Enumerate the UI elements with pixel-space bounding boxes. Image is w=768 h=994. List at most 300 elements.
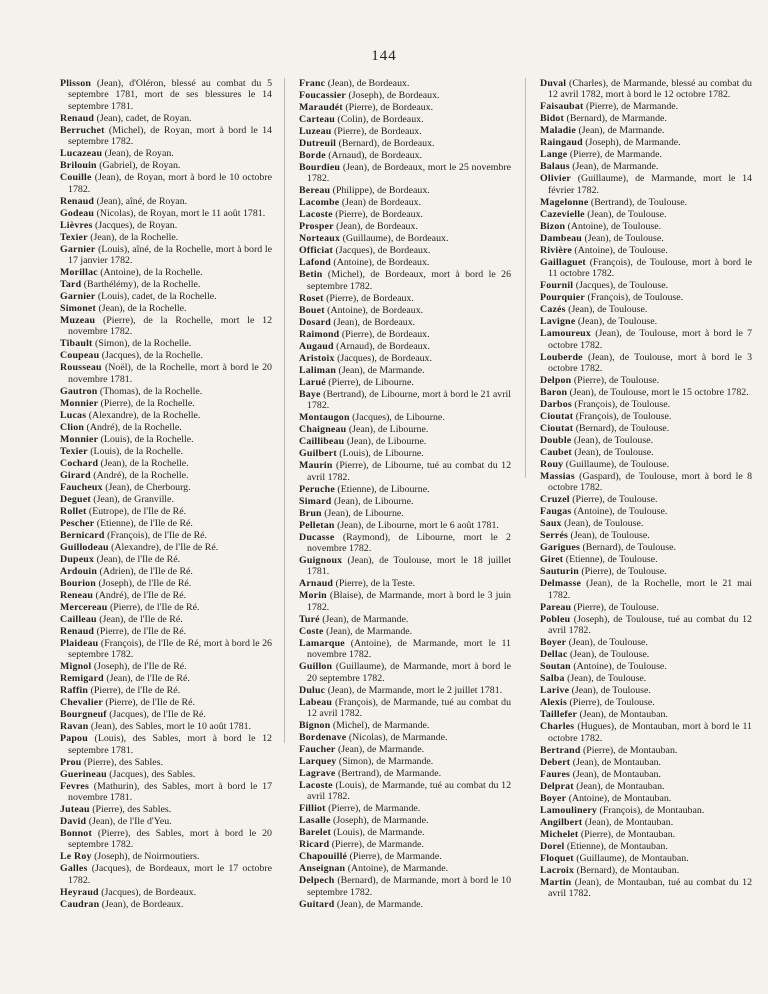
sailor-surname: Bizon (540, 220, 566, 232)
sailor-surname: Lavigne (540, 316, 576, 328)
roster-entry (299, 839, 511, 850)
sailor-details: (François), de Toulouse, mort à bord le 11 octobre 1782. (548, 256, 752, 280)
roster-entry (540, 518, 752, 529)
sailor-surname: Louberde (540, 351, 583, 363)
sailor-surname: Saux (540, 518, 562, 530)
sailor-surname: Serrés (540, 530, 569, 542)
sailor-surname: Lafond (299, 257, 331, 269)
roster-entry (299, 305, 511, 316)
sailor-details: (François), de Toulouse. (574, 399, 671, 411)
sailor-details: (Guillaume), de Marmande, mort à bord le 20 septembre 1782. (307, 661, 512, 684)
roster-entry (299, 863, 511, 874)
sailor-surname: Cruzel (540, 494, 570, 506)
sailor-details: (Nicolas), de Marmande. (348, 732, 448, 744)
roster-entry (540, 221, 752, 232)
roster-entry (540, 209, 752, 220)
sailor-details: (Bertrand), de Libourne, mort à bord le 21 avril 1782. (307, 388, 512, 412)
sailor-details: (Jean), de Toulouse, mort à bord le 7 octobre 1782. (548, 328, 753, 351)
sailor-details: (Jean), de Bordeaux. (336, 221, 418, 233)
sailor-details: (Antoine), de Toulouse. (567, 220, 662, 232)
sailor-surname: Guillon (299, 661, 333, 673)
roster-entry (299, 875, 511, 898)
sailor-surname: Dosard (299, 316, 331, 328)
sailor-surname: Borde (299, 150, 326, 161)
sailor-details: (Joseph), de Bordeaux. (348, 90, 440, 101)
sailor-details: (Jacques), de Bordeaux. (335, 245, 431, 257)
roster-entry (60, 887, 272, 898)
roster-entry (540, 841, 752, 852)
roster-entry (299, 78, 511, 89)
roster-entry (299, 102, 511, 113)
sailor-details: (André), de l'Ile de Ré. (95, 589, 187, 601)
roster-entry (299, 851, 511, 862)
sailor-surname: Lucas (60, 409, 87, 421)
sailor-details: (Pierre), de Libourne. (328, 376, 414, 388)
sailor-surname: Bourgneuf (60, 709, 107, 721)
sailor-surname: Clion (60, 421, 85, 433)
sailor-details: (Jean), de Libourne, mort le 6 août 1781. (337, 519, 499, 531)
sailor-details: (Pierre), de la Rochelle, mort le 12 novembre 1782. (68, 315, 273, 338)
sailor-details: (Jean), des Sables, mort le 10 août 1781. (90, 721, 252, 733)
column-divider (525, 78, 526, 478)
sailor-details: (Louis), aîné, de la Rochelle, mort à bord le 17 janvier 1782. (68, 243, 273, 267)
roster-entry (60, 410, 272, 421)
sailor-details: (Arnaud), de Bordeaux. (328, 150, 423, 161)
roster-entry (299, 744, 511, 755)
roster-entry (299, 532, 511, 555)
roster-entry (60, 709, 272, 720)
roster-entry (60, 673, 272, 684)
sailor-details: (Jean), de Toulouse. (570, 530, 650, 542)
sailor-surname: Lagrave (299, 768, 336, 780)
sailor-details: (Bertrand), de Marmande. (337, 768, 442, 780)
sailor-surname: Delpech (299, 875, 335, 887)
sailor-surname: Franc (299, 78, 326, 89)
sailor-surname: Duluc (299, 684, 326, 696)
roster-entry (299, 484, 511, 495)
sailor-details: (Jean), de la Rochelle. (100, 457, 189, 469)
roster-entry (540, 316, 752, 327)
sailor-surname: Augaud (299, 340, 334, 352)
roster-entry (299, 815, 511, 826)
sailor-details: (François), de Toulouse. (575, 411, 672, 423)
sailor-surname: Dellac (540, 649, 568, 661)
sailor-details: (Pierre), de la Rochelle. (100, 397, 195, 409)
column-1 (60, 78, 272, 911)
sailor-details: (Pierre), de Marmande. (328, 803, 421, 815)
roster-entry (60, 291, 272, 302)
roster-entry (299, 555, 511, 578)
sailor-details: (Jean), de Libourne. (346, 436, 427, 448)
sailor-details: (Arnaud), de Bordeaux. (336, 340, 430, 352)
sailor-surname: Baron (540, 387, 568, 399)
roster-entry (299, 496, 511, 507)
sailor-surname: Alexis (540, 697, 567, 709)
sailor-surname: Brun (299, 507, 322, 519)
roster-entry (540, 661, 752, 672)
roster-entry (540, 781, 752, 792)
sailor-surname: Carteau (299, 114, 335, 125)
sailor-surname: Tibault (60, 338, 93, 350)
sailor-details: (Jean), de Bordeaux. (101, 898, 184, 910)
roster-entry (60, 638, 272, 661)
sailor-surname: Renaud (60, 625, 95, 637)
roster-entry (299, 233, 511, 244)
roster-entry (540, 435, 752, 446)
sailor-details: (Guillaume), de Bordeaux. (342, 233, 449, 245)
sailor-surname: Dorel (540, 840, 565, 852)
sailor-surname: Remigard (60, 673, 104, 685)
roster-entry (60, 482, 272, 493)
sailor-surname: Juteau (60, 804, 90, 816)
column-3 (540, 78, 752, 900)
sailor-surname: Larquey (299, 756, 337, 768)
sailor-surname: Roset (299, 292, 324, 304)
roster-entry (60, 398, 272, 409)
roster-entry (540, 471, 752, 494)
roster-entry (540, 328, 752, 351)
sailor-details: (Charles), de Marmande, blessé au combat du 12 avril 1782, mort à bord le 12 octobre 1782. (548, 78, 752, 101)
sailor-details: (Jean), de Montauban. (579, 709, 668, 721)
sailor-details: (Jean), aîné, de Royan. (96, 195, 188, 207)
sailor-details: (François), de Marmande, tué au combat du 12 avril 1782. (307, 696, 512, 720)
sailor-surname: Lamoulinery (540, 804, 598, 816)
roster-entry (540, 566, 752, 577)
roster-entry (540, 877, 752, 900)
roster-entry (299, 317, 511, 328)
roster-entry (60, 769, 272, 780)
sailor-details: (Joseph), de Marmande. (333, 815, 429, 827)
sailor-surname: Officiat (299, 245, 333, 257)
sailor-surname: Caudran (60, 898, 100, 910)
sailor-details: (Jean), de Toulouse. (570, 649, 650, 661)
sailor-details: (Louis), de Marmande, tué au combat du 12 avril 1782. (307, 780, 511, 803)
roster-entry (299, 185, 511, 196)
roster-entry (299, 780, 511, 803)
roster-entry (299, 197, 511, 208)
sailor-details: (François), de Montauban. (599, 804, 705, 816)
sailor-details: (Pierre), de l'Ile de Ré. (90, 685, 181, 697)
sailor-surname: Le Roy (60, 851, 92, 863)
sailor-surname: Massias (540, 471, 575, 483)
roster-entry (60, 267, 272, 278)
sailor-surname: Arnaud (299, 578, 334, 590)
sailor-surname: Reneau (60, 589, 94, 601)
sailor-surname: Renaud (60, 195, 95, 207)
sailor-details: (Jean), de Marmande. (336, 898, 423, 910)
sailor-details: (Jacques), de l'Ile de Ré. (109, 709, 206, 721)
sailor-details: (Eutrope), de l'Ile de Ré. (88, 505, 187, 517)
sailor-details: (Bernard), de Toulouse. (575, 423, 670, 435)
roster-entry (299, 389, 511, 412)
roster-entry (299, 720, 511, 731)
sailor-details: (Pierre), de Toulouse. (573, 601, 659, 613)
roster-entry (540, 685, 752, 696)
roster-entry (60, 362, 272, 385)
roster-entry (299, 209, 511, 220)
sailor-surname: Delprat (540, 780, 574, 792)
sailor-details: (Jean), de Libourne. (348, 424, 429, 436)
sailor-details: (Louis), de Marmande. (333, 827, 425, 839)
sailor-details: (Pierre), des Sables. (92, 804, 172, 816)
roster-entry (60, 542, 272, 553)
roster-entry (540, 423, 752, 434)
sailor-details: (Antoine), de Montauban. (568, 792, 672, 804)
sailor-surname: Faucheux (60, 481, 103, 493)
roster-entry (299, 293, 511, 304)
roster-entry (299, 827, 511, 838)
sailor-surname: Chaigneau (299, 424, 347, 436)
sailor-details: (Pierre), de Bordeaux. (326, 292, 414, 304)
sailor-details: (Guillaume), de Marmande, mort le 14 février 1782. (548, 173, 752, 196)
sailor-surname: Monnier (60, 433, 99, 445)
sailor-surname: Bertrand (540, 744, 581, 756)
sailor-surname: Couille (60, 172, 92, 184)
sailor-details: (Jean), de Marmande. (337, 744, 425, 756)
roster-entry (540, 793, 752, 804)
sailor-details: (Jean), de Libourne. (324, 507, 404, 519)
roster-entry (60, 614, 272, 625)
sailor-details: (Bernard), de Marmande, mort à bord le 10 septembre 1782. (307, 875, 512, 898)
sailor-surname: Cazés (540, 304, 566, 316)
roster-entry (60, 125, 272, 148)
sailor-surname: Rousseau (60, 362, 102, 374)
sailor-details: (Jean), de la Rochelle. (98, 303, 187, 315)
roster-entry (60, 244, 272, 267)
sailor-surname: Ardouin (60, 565, 98, 577)
sailor-surname: Bouet (299, 304, 325, 316)
sailor-surname: Double (540, 435, 572, 447)
sailor-surname: Maladie (540, 125, 576, 137)
sailor-surname: Prosper (299, 221, 334, 233)
roster-entry (540, 304, 752, 315)
sailor-details: (Barthélémy), de la Rochelle. (83, 279, 201, 291)
roster-entry (60, 350, 272, 361)
roster-entry (540, 257, 752, 280)
roster-entry (540, 721, 752, 744)
sailor-surname: Mignol (60, 661, 92, 673)
sailor-details: (Jean), de Montauban. (572, 768, 661, 780)
roster-entry (60, 506, 272, 517)
sailor-surname: Bidot (540, 113, 565, 125)
roster-entry (60, 602, 272, 613)
sailor-surname: Plisson (60, 78, 92, 89)
sailor-surname: Morillac (60, 267, 98, 279)
sailor-details: (Jean), de Montauban, tué au combat du 12 avril 1782. (548, 876, 753, 900)
sailor-surname: Mercereau (60, 601, 108, 613)
sailor-details: (Jean), cadet, de Royan. (96, 112, 192, 124)
roster-entry (540, 769, 752, 780)
sailor-surname: Aristoix (299, 352, 335, 364)
sailor-surname: Laliman (299, 364, 337, 376)
sailor-details: (Jean), de l'Ile de Ré. (106, 673, 190, 685)
roster-entry (60, 566, 272, 577)
roster-entry (299, 460, 511, 483)
roster-entry (299, 448, 511, 459)
sailor-surname: Baye (299, 388, 321, 400)
sailor-details: (Jean), de Marmande. (578, 125, 665, 137)
sailor-surname: Girard (60, 469, 91, 481)
sailor-details: (Jean) de Bordeaux. (341, 197, 422, 209)
sailor-details: (Pierre), de Toulouse. (573, 375, 660, 387)
roster-entry (540, 173, 752, 196)
roster-entry (60, 78, 272, 112)
roster-entry (299, 424, 511, 435)
sailor-surname: Chapouillé (299, 851, 348, 863)
roster-entry (299, 412, 511, 423)
sailor-details: (Hugues), de Montauban, mort à bord le 11 octobre 1782. (548, 721, 752, 744)
roster-entry (60, 470, 272, 481)
sailor-surname: Boyer (540, 792, 567, 804)
sailor-surname: Turé (299, 613, 320, 625)
roster-entry (540, 554, 752, 565)
roster-entry (60, 828, 272, 851)
roster-entry (60, 160, 272, 171)
sailor-surname: Guilbert (299, 448, 337, 460)
sailor-surname: Gaillaguet (540, 256, 586, 268)
roster-entry (299, 578, 511, 589)
sailor-surname: Soutan (540, 661, 571, 673)
sailor-details: (Jean), de Bordeaux. (327, 78, 410, 89)
sailor-details: (Jacques), de la Rochelle. (101, 350, 203, 362)
sailor-details: (Philippe), de Bordeaux. (332, 185, 430, 197)
sailor-surname: Caillibeau (299, 436, 345, 448)
sailor-surname: Boyer (540, 637, 567, 649)
sailor-surname: Norteaux (299, 233, 341, 245)
roster-entry (299, 697, 511, 720)
roster-entry (540, 757, 752, 768)
roster-entry (60, 208, 272, 219)
sailor-details: (Jean), de Toulouse. (573, 435, 654, 447)
roster-entry (540, 602, 752, 613)
sailor-details: (Gaspard), de Toulouse, mort à bord le 8 octobre 1782. (548, 471, 753, 494)
sailor-surname: Lamarque (299, 637, 345, 649)
roster-entry (60, 554, 272, 565)
roster-entry (60, 220, 272, 231)
roster-entry (299, 614, 511, 625)
sailor-details: (Jean), de l'Ile d'Yeu. (88, 816, 172, 828)
sailor-details: (Jean), de Cherbourg. (105, 481, 191, 493)
column-2 (299, 78, 511, 911)
sailor-surname: Godeau (60, 207, 95, 219)
roster-entry (299, 150, 511, 161)
roster-entry (60, 279, 272, 290)
roster-entry (60, 386, 272, 397)
sailor-surname: Larué (299, 376, 326, 388)
sailor-details: (Pierre), de la Teste. (335, 578, 416, 590)
sailor-surname: Dutreuil (299, 138, 337, 149)
sailor-details: (Jean), de Toulouse. (584, 232, 664, 244)
roster-entry (540, 101, 752, 112)
roster-entry (60, 148, 272, 159)
roster-entry (540, 506, 752, 517)
sailor-surname: Bignon (299, 720, 331, 732)
sailor-details: (Jean), de Marmande. (338, 364, 425, 376)
sailor-surname: Bordenave (299, 732, 347, 744)
sailor-details: (Jacques), de Libourne. (352, 412, 445, 424)
sailor-surname: Bernicard (60, 529, 105, 541)
sailor-details: (Mathurin), des Sables, mort à bord le 17 novembre 1781. (68, 780, 272, 804)
roster-entry (540, 865, 752, 876)
sailor-details: (Joseph), de Noirmoutiers. (94, 851, 200, 863)
sailor-details: (Alexandre), de l'Ile de Ré. (111, 541, 219, 553)
sailor-surname: Cazevielle (540, 208, 585, 220)
sailor-surname: Cioutat (540, 411, 574, 423)
sailor-details: (Jean), de la Rochelle, mort le 21 mai 1782. (548, 578, 752, 601)
sailor-details: (Jacques), de Royan. (94, 219, 178, 231)
roster-entry (60, 434, 272, 445)
roster-entry (540, 292, 752, 303)
roster-entry (540, 161, 752, 172)
sailor-surname: Brilouin (60, 160, 97, 172)
roster-entry (60, 781, 272, 804)
sailor-surname: Anseignan (299, 863, 346, 875)
sailor-details: (Louis), de Libourne. (339, 448, 424, 460)
sailor-surname: Magelonne (540, 196, 589, 208)
sailor-surname: Faugas (540, 506, 572, 518)
sailor-surname: Simonet (60, 303, 96, 315)
roster-entry (540, 817, 752, 828)
sailor-surname: Gautron (60, 385, 98, 397)
sailor-surname: Foucassier (299, 90, 346, 101)
sailor-details: (Pierre), de l'Ile de Ré. (109, 601, 200, 613)
roster-entry (540, 125, 752, 136)
sailor-details: (Bernard), de Toulouse. (582, 542, 676, 554)
roster-entry (299, 685, 511, 696)
sailor-surname: Garigues (540, 542, 581, 554)
sailor-details: (Pierre), de Toulouse. (572, 494, 658, 506)
sailor-surname: Simard (299, 495, 332, 507)
sailor-surname: Bourdieu (299, 162, 341, 173)
sailor-surname: Guerineau (60, 768, 107, 780)
sailor-surname: Rollet (60, 505, 87, 517)
sailor-details: (Jean), de Toulouse. (574, 447, 654, 459)
column-divider (284, 78, 285, 743)
sailor-surname: Filliot (299, 803, 326, 815)
roster-entry (299, 341, 511, 352)
roster-entry (60, 315, 272, 338)
sailor-details: (Nicolas), de Royan, mort le 11 août 1781. (96, 207, 266, 219)
roster-entry (60, 494, 272, 505)
sailor-surname: Delmasse (540, 578, 582, 590)
sailor-details: (Pierre), des Sables, mort à bord le 20 septembre 1782. (68, 828, 272, 851)
sailor-surname: Caubet (540, 447, 572, 459)
sailor-surname: Lasalle (299, 815, 331, 827)
sailor-details: (Alexandre), de la Rochelle. (88, 409, 201, 421)
sailor-surname: Raffin (60, 685, 89, 697)
sailor-surname: Monnier (60, 397, 99, 409)
roster-entry (299, 436, 511, 447)
roster-entry (60, 626, 272, 637)
roster-entry (299, 803, 511, 814)
roster-entry (299, 221, 511, 232)
sailor-details: (Antoine), de la Rochelle. (100, 267, 203, 279)
roster-entry (60, 422, 272, 433)
sailor-details: (Antoine), de Toulouse. (574, 244, 668, 256)
sailor-surname: Chevalier (60, 697, 103, 709)
sailor-surname: Darbos (540, 399, 572, 411)
sailor-surname: Lièvres (60, 219, 93, 231)
sailor-surname: Faucher (299, 744, 336, 756)
sailor-surname: Ducasse (299, 531, 335, 543)
sailor-details: (Jacques), de Toulouse. (575, 280, 669, 292)
sailor-surname: Larive (540, 685, 570, 697)
roster-entry (540, 637, 752, 648)
roster-entry (299, 661, 511, 684)
sailor-details: (Pierre), de Montauban. (580, 828, 676, 840)
roster-entry (60, 685, 272, 696)
sailor-surname: Maraudét (299, 102, 343, 113)
